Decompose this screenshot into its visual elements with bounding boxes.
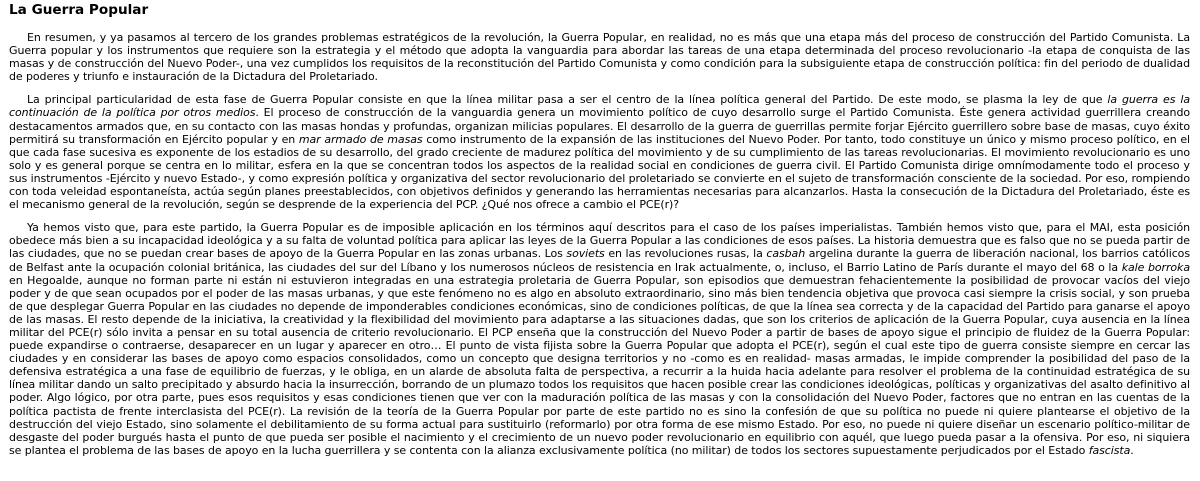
text-segment: La principal particularidad de esta fase de Guerra Popular consiste en que la línea militar pasa a ser el centro de la línea política general del Partido. De este modo, se plasma la ley de que: [27, 93, 1108, 107]
text-segment: argelina durante la guerra de liberación nacional, los barrios católicos de Belfast ante la ocupación colonial británica, las ciudades del sur del Líbano y los numerosos núcleos de resistencia en Irak actualmente, o, incluso, el Barrio Latino de París durante el mayo del 68 o la: [9, 247, 1190, 274]
italic-segment: la guerra es la continuación de la política por otros medios: [9, 93, 1190, 120]
paragraph-1: [9, 31, 1190, 83]
text-segment: En resumen, y ya pasamos al tercero de los grandes problemas estratégicos de la revolución, la Guerra Popular, en realidad, no es más que una etapa más del proceso de construcción del Partido Comunista. La Guerra popular y los instrumentos que requiere son la estrategia y el método que adopta la vanguardia para abordar las tareas de una etapa determinada del proceso revolucionario -la etapa de conquista de las masas y de construcción del Nuevo Poder-, una vez cumplidos los requisitos de la reconstitución del Partido Comunista y como condición para la subsiguiente etapa de construcción política: fin del periodo de dualidad de poderes y triunfo e instauración de la Dictadura del Proletariado.: [9, 31, 1190, 84]
italic-segment: kale borroka: [1121, 260, 1190, 274]
page-title: La Guerra Popular: [9, 2, 149, 18]
italic-segment: casbah: [766, 247, 806, 261]
text-segment: Ya hemos visto que, para este partido, la Guerra Popular es de imposible aplicación en los términos aquí descritos para el caso de los países imperialistas. También hemos visto que, para el MAI, esta posición obedece más bien a su incapacidad ideológica y a su falta de voluntad política para aplicar las leyes de la Guerra Popular a las condiciones de esos países. La historia demuestra que es falso que no se pueda partir de las ciudades, que no se puedan crear bases de apoyo de la Guerra Popular en las zonas urbanas. Los: [9, 221, 1190, 261]
paragraph-3: [9, 221, 1190, 457]
text-segment: como instrumento de la expansión de las instituciones del Nuevo Poder. Por tanto, todo constituye un único y mismo proceso político, en el que cada fase sucesiva es exponente de los estadios de su desarrollo, del grado creciente de madurez política del movimiento y de su cumplimiento de las tareas revolucionarias. El movimiento revolucionario es uno solo y es general porque se centra en lo militar, esfera en la que se concentran todos los aspectos de la realidad social en condiciones de guerra civil. El Partido Comunista dirige omnímodamente todo el proceso y sus instrumentos -Ejército y nuevo Estado-, y como expresión política y organizativa del sector revolucionario del proletariado se convierte en el sujeto de transformación consciente de la sociedad. Por eso, rompiendo con toda veleidad espontaneísta, actúa según planes preestablecidos, con objetivos definidos y generando las herramientas necesarias para alcanzarlos. Hasta la consecución de la Dictadura del Proletariado, éste es el mecanismo general de la revolución, según se desprende de la experiencia del PCP. ¿Qué nos ofrece a cambio el PCE(r)?: [9, 132, 1190, 212]
paragraph-2: [9, 93, 1190, 211]
text-segment: en Hegoalde, aunque no forman parte ni están ni estuvieron integradas en una estrategia proletaria de Guerra Popular, son episodios que demuestran fehacientemente la posibilidad de provocar vacíos del viejo poder y de que sean ocupados por el poder de las masas urbanas, y que este fenómeno no es algo en absoluto extraordinario, sino más bien tendencia objetiva que provoca casi siempre la crisis social, y son prueba de que desplegar Guerra Popular en las ciudades no depende de imponderables condiciones económicas, sino de condiciones políticas, de que la línea sea correcta y de la capacidad del Partido para ganarse el apoyo de las masas. El resto depende de la iniciativa, la creatividad y la flexibilidad del movimiento para adaptarse a las situaciones dadas, que son los criterios de aplicación de la Guerra Popular, cuya ausencia en la línea militar del PCE(r) sólo invita a pensar en su total ausencia de criterio revolucionario. El PCP enseña que la construcción del Nuevo Poder a partir de bases de apoyo sigue el principio de fluidez de la Guerra Popular: puede expandirse o contraerse, desaparecer en un lugar y aparecer en otro… El punto de vista fijista sobre la Guerra Popular que adopta el PCE(r), según el cual este tipo de guerra consiste siempre en cercar las ciudades y en considerar las bases de apoyo como espacios consolidados, como un concepto que designa territorios y no -como es en realidad- masas armadas, le impide comprender la posibilidad del paso de la defensiva estratégica a una fase de equilibrio de fuerzas, y le obliga, en un alarde de absoluta falta de perspectiva, a recurrir a la huida hacia adelante para resolver el problema de la continuidad estratégica de su línea militar dando un salto precipitado y absurdo hacia la insurrección, borrando de un plumazo todos los requisitos que hacen posible crear las condiciones ideológicas, políticas y organizativas del asalto definitivo al poder. Algo lógico, por otra parte, pues esos requisitos y esas condiciones tienen que ver con la maduración política de las masas y con la consolidación del Nuevo Poder, factores que no entran en las cuentas de la política pactista de frente interclasista del PCE(r). La revisión de la teoría de la Guerra Popular por parte de este partido no es sino la confesión de que su política no puede ni quiere plantearse el objetivo de la destrucción del viejo Estado, sino solamente el debilitamiento de su forma actual para sustituirlo (reformarlo) por otra forma de ese mismo Estado. Por eso, no puede ni quiere diseñar un escenario político-militar de desgaste del poder burgués hasta el punto de que pueda ser posible el nacimiento y el crecimiento de un nuevo poder revolucionario en equilibrio con aquél, que luego pueda pasar a la ofensiva. Por eso, ni siquiera se plantea el problema de las bases de apoyo en la lucha guerrillera y se contenta con la alianza exclusivamente política (no militar) de todos los sectores supuestamente perjudicados por el Estado: [9, 273, 1190, 457]
text-segment: en las revoluciones rusas, la: [604, 247, 767, 261]
italic-segment: soviets: [566, 247, 605, 261]
text-segment: . El proceso de construcción de la vanguardia genera un movimiento político de cuyo desarrollo surge el Partido Comunista. Éste genera actividad guerrillera creando destacamentos armados que, en su contacto con las masas hondas y profundas, organizan milicias populares. El desarrollo de la guerra de guerrillas permite forjar Ejército guerrillero sobre base de masas, cuyo éxito permitirá su transformación en Ejército popular y en: [9, 106, 1190, 146]
italic-segment: mar armado de masas: [298, 132, 423, 146]
italic-segment: fascista: [1088, 443, 1131, 457]
text-segment: .: [1130, 443, 1134, 457]
